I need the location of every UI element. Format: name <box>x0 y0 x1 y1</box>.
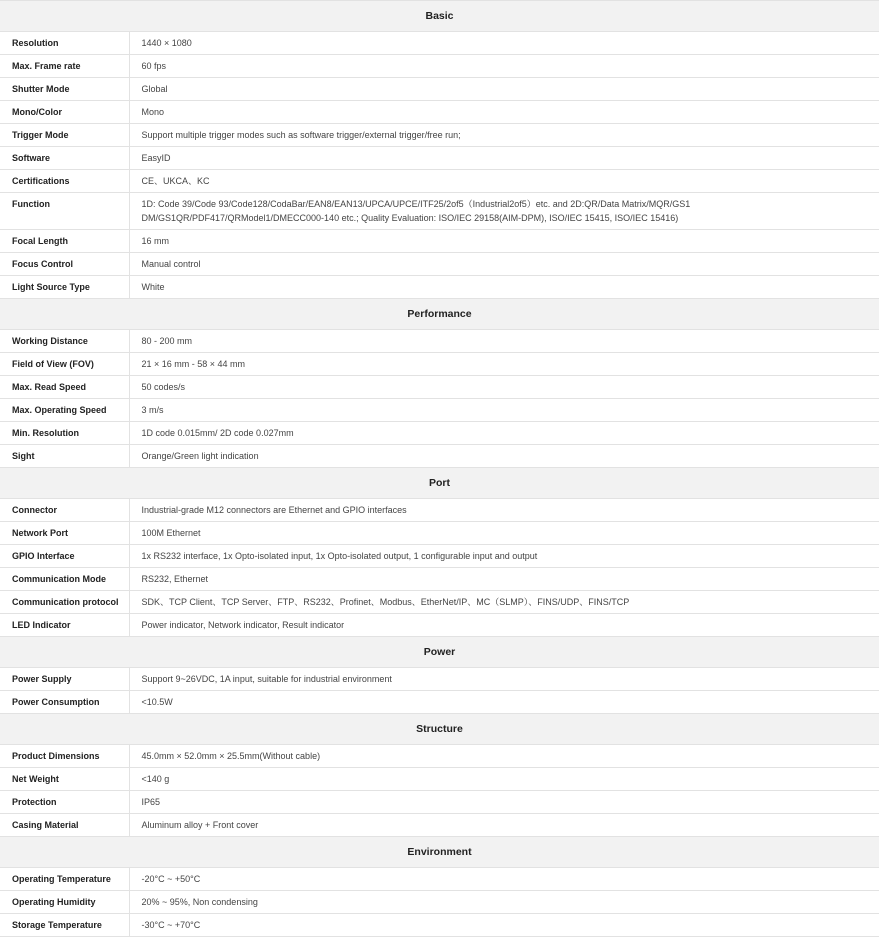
spec-value: 21 × 16 mm - 58 × 44 mm <box>129 353 879 376</box>
spec-row <box>0 668 879 691</box>
spec-value: -20°C ~ +50°C <box>129 868 879 891</box>
spec-value: 3 m/s <box>129 399 879 422</box>
spec-label: Mono/Color <box>0 101 129 124</box>
spec-row <box>0 193 879 230</box>
spec-value: White <box>129 276 879 299</box>
spec-label: Sight <box>0 445 129 468</box>
spec-value: Mono <box>129 101 879 124</box>
spec-row <box>0 868 879 891</box>
section-header-row <box>0 299 879 330</box>
spec-value: SDK、TCP Client、TCP Server、FTP、RS232、Profinet、Modbus、EtherNet/IP、MC（SLMP）、FINS/UDP、FINS/TCP <box>129 591 879 614</box>
spec-value: <10.5W <box>129 691 879 714</box>
spec-value: RS232, Ethernet <box>129 568 879 591</box>
spec-label: Max. Read Speed <box>0 376 129 399</box>
spec-label: Working Distance <box>0 330 129 353</box>
spec-label: Storage Temperature <box>0 914 129 937</box>
spec-label: GPIO Interface <box>0 545 129 568</box>
spec-label: Focus Control <box>0 253 129 276</box>
spec-label: Trigger Mode <box>0 124 129 147</box>
spec-value: EasyID <box>129 147 879 170</box>
spec-row <box>0 499 879 522</box>
spec-label: Software <box>0 147 129 170</box>
spec-row <box>0 399 879 422</box>
spec-value: Global <box>129 78 879 101</box>
spec-row <box>0 276 879 299</box>
spec-label: Protection <box>0 791 129 814</box>
spec-label: LED Indicator <box>0 614 129 637</box>
spec-row <box>0 330 879 353</box>
spec-table-body <box>0 1 879 937</box>
spec-row <box>0 545 879 568</box>
spec-value: IP65 <box>129 791 879 814</box>
spec-row <box>0 253 879 276</box>
section-title: Basic <box>0 1 879 32</box>
section-header-row <box>0 468 879 499</box>
spec-label: Field of View (FOV) <box>0 353 129 376</box>
section-title: Environment <box>0 837 879 868</box>
spec-label: Connector <box>0 499 129 522</box>
spec-row <box>0 614 879 637</box>
section-title: Performance <box>0 299 879 330</box>
spec-row <box>0 791 879 814</box>
spec-value: Manual control <box>129 253 879 276</box>
spec-label: Resolution <box>0 32 129 55</box>
spec-value: 20% ~ 95%, Non condensing <box>129 891 879 914</box>
spec-row <box>0 745 879 768</box>
spec-label: Focal Length <box>0 230 129 253</box>
spec-row <box>0 814 879 837</box>
spec-label: Casing Material <box>0 814 129 837</box>
spec-label: Operating Temperature <box>0 868 129 891</box>
spec-row <box>0 522 879 545</box>
spec-label: Shutter Mode <box>0 78 129 101</box>
spec-row <box>0 768 879 791</box>
spec-value: 60 fps <box>129 55 879 78</box>
spec-row <box>0 445 879 468</box>
spec-value: 100M Ethernet <box>129 522 879 545</box>
spec-value: 50 codes/s <box>129 376 879 399</box>
section-title: Power <box>0 637 879 668</box>
spec-label: Max. Operating Speed <box>0 399 129 422</box>
spec-row <box>0 170 879 193</box>
spec-value: Support multiple trigger modes such as software trigger/external trigger/free run; <box>129 124 879 147</box>
spec-row <box>0 914 879 937</box>
section-header-row <box>0 637 879 668</box>
spec-label: Communication Mode <box>0 568 129 591</box>
spec-value: Power indicator, Network indicator, Result indicator <box>129 614 879 637</box>
spec-row <box>0 101 879 124</box>
spec-label: Min. Resolution <box>0 422 129 445</box>
spec-value: 1440 × 1080 <box>129 32 879 55</box>
spec-row <box>0 568 879 591</box>
spec-label: Power Supply <box>0 668 129 691</box>
section-header-row <box>0 1 879 32</box>
spec-value: Orange/Green light indication <box>129 445 879 468</box>
spec-label: Product Dimensions <box>0 745 129 768</box>
spec-label: Max. Frame rate <box>0 55 129 78</box>
spec-label: Certifications <box>0 170 129 193</box>
spec-value: 16 mm <box>129 230 879 253</box>
spec-value: Support 9~26VDC, 1A input, suitable for industrial environment <box>129 668 879 691</box>
spec-row <box>0 147 879 170</box>
spec-value: -30°C ~ +70°C <box>129 914 879 937</box>
spec-value: 1x RS232 interface, 1x Opto-isolated input, 1x Opto-isolated output, 1 configurable input and output <box>129 545 879 568</box>
spec-label: Operating Humidity <box>0 891 129 914</box>
spec-value: 1D: Code 39/Code 93/Code128/CodaBar/EAN8/EAN13/UPCA/UPCE/ITF25/2of5（Industrial2of5）etc. and 2D:QR/Data Matrix/MQR/GS1 DM/GS1QR/PDF417/QRModel1/DMECC000-140 etc.; Quality Evaluation: ISO/IEC 29158(AIM-DPM), ISO/IEC 15415, ISO/IEC 15416) <box>129 193 879 230</box>
spec-row <box>0 691 879 714</box>
spec-label: Net Weight <box>0 768 129 791</box>
spec-row <box>0 78 879 101</box>
section-header-row <box>0 714 879 745</box>
spec-value: Industrial-grade M12 connectors are Ethernet and GPIO interfaces <box>129 499 879 522</box>
spec-value: <140 g <box>129 768 879 791</box>
spec-row <box>0 591 879 614</box>
spec-label: Power Consumption <box>0 691 129 714</box>
spec-value: CE、UKCA、KC <box>129 170 879 193</box>
spec-label: Network Port <box>0 522 129 545</box>
spec-value: 80 - 200 mm <box>129 330 879 353</box>
spec-label: Communication protocol <box>0 591 129 614</box>
spec-value: 45.0mm × 52.0mm × 25.5mm(Without cable) <box>129 745 879 768</box>
spec-row <box>0 32 879 55</box>
spec-label: Light Source Type <box>0 276 129 299</box>
spec-row <box>0 422 879 445</box>
spec-value: 1D code 0.015mm/ 2D code 0.027mm <box>129 422 879 445</box>
section-title: Port <box>0 468 879 499</box>
spec-row <box>0 55 879 78</box>
spec-row <box>0 124 879 147</box>
spec-row <box>0 230 879 253</box>
section-header-row <box>0 837 879 868</box>
spec-label: Function <box>0 193 129 230</box>
spec-row <box>0 353 879 376</box>
spec-row <box>0 376 879 399</box>
spec-row <box>0 891 879 914</box>
spec-value: Aluminum alloy + Front cover <box>129 814 879 837</box>
section-title: Structure <box>0 714 879 745</box>
